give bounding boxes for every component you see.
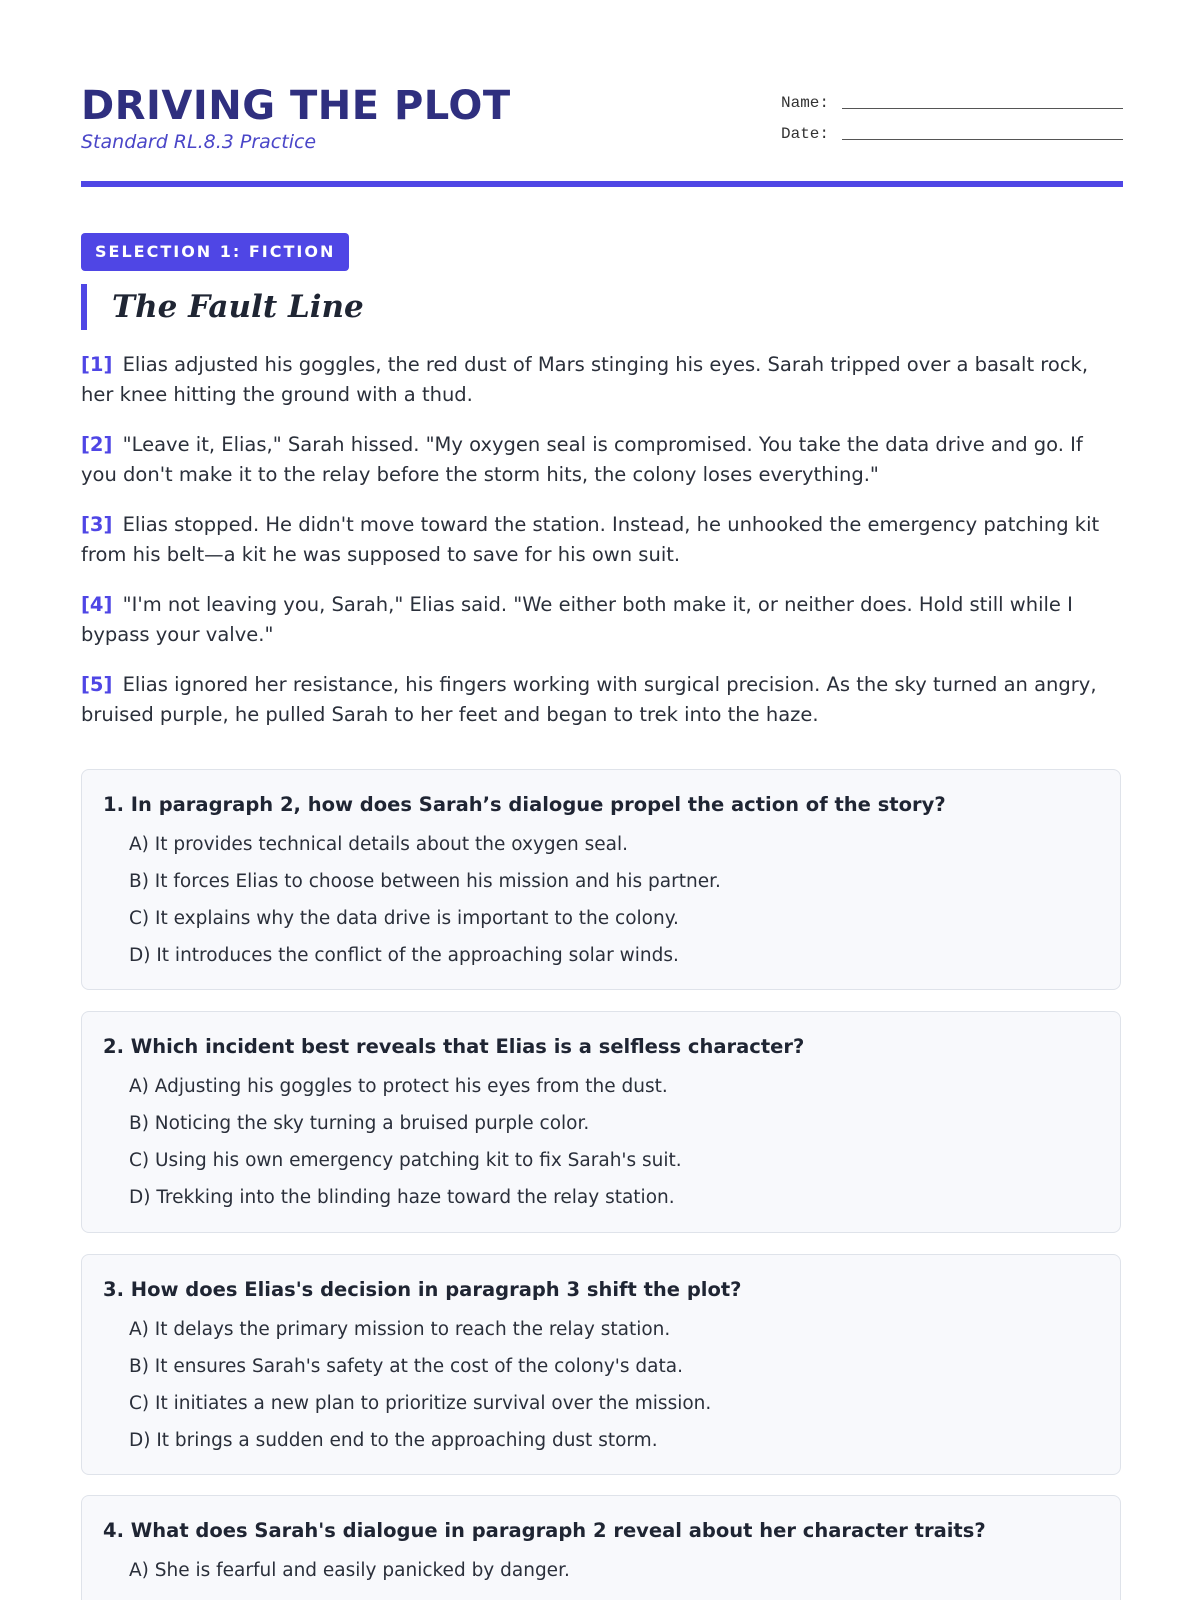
answer-option-a[interactable]: A) It delays the primary mission to reach the relay station. [129, 1319, 671, 1340]
header-divider [81, 181, 1123, 187]
answer-option-c[interactable]: C) It explains why the data drive is important to the colony. [129, 908, 679, 929]
question-card-4 [81, 1495, 1121, 1600]
paragraph-number: [3] [81, 513, 113, 536]
worksheet-header [81, 0, 1123, 186]
page-subtitle: Standard RL.8.3 Practice [81, 131, 317, 153]
selection-badge: SELECTION 1: FICTION [81, 233, 349, 271]
paragraph [81, 510, 1123, 570]
paragraph-number: [1] [81, 353, 113, 376]
answer-option-d[interactable]: D) It introduces the conflict of the approaching solar winds. [129, 945, 679, 966]
page-title: DRIVING THE PLOT [81, 83, 511, 129]
name-line[interactable] [842, 94, 1123, 109]
answer-option-d[interactable]: D) Trekking into the blinding haze toward the relay station. [129, 1187, 675, 1208]
worksheet-page [81, 0, 1123, 1581]
paragraph-text: Elias stopped. He didn't move toward the station. Instead, he unhooked the emergency patching kit from his belt—a kit he was supposed to save for his own suit. [81, 513, 1100, 566]
paragraph [81, 670, 1123, 730]
question-text: 3. How does Elias's decision in paragraph 3 shift the plot? [103, 1278, 742, 1301]
story-title: The Fault Line [112, 289, 364, 325]
date-row [781, 121, 1123, 143]
date-line[interactable] [842, 125, 1123, 140]
answer-option-c[interactable]: C) Using his own emergency patching kit to fix Sarah's suit. [129, 1150, 682, 1171]
story-title-block [81, 284, 364, 330]
paragraph-number: [2] [81, 433, 113, 456]
answer-option-d[interactable]: D) It brings a sudden end to the approaching dust storm. [129, 1430, 658, 1451]
answer-option-a[interactable]: A) She is fearful and easily panicked by danger. [129, 1560, 570, 1581]
answer-option-b[interactable]: B) It forces Elias to choose between his mission and his partner. [129, 871, 721, 892]
answer-option-a[interactable]: A) Adjusting his goggles to protect his eyes from the dust. [129, 1076, 668, 1097]
paragraph-text: "Leave it, Elias," Sarah hissed. "My oxygen seal is compromised. You take the data drive and go. If you don't make it to the relay before the storm hits, the colony loses everything." [81, 433, 1083, 486]
question-card-1 [81, 769, 1121, 990]
question-text: 2. Which incident best reveals that Elias is a selfless character? [103, 1035, 805, 1058]
paragraph-text: Elias ignored her resistance, his fingers working with surgical precision. As the sky turned an angry, bruised purple, he pulled Sarah to her feet and began to trek into the haze. [81, 673, 1097, 726]
question-text: 4. What does Sarah's dialogue in paragraph 2 reveal about her character traits? [103, 1519, 986, 1542]
paragraph [81, 350, 1123, 410]
paragraph-text: "I'm not leaving you, Sarah," Elias said. "We either both make it, or neither does. Hold still while I bypass your valve." [81, 593, 1073, 646]
date-label: Date: [781, 125, 830, 143]
passage [81, 350, 1123, 750]
name-row [781, 90, 1123, 112]
answer-option-b[interactable]: B) Noticing the sky turning a bruised purple color. [129, 1113, 590, 1134]
answer-option-a[interactable]: A) It provides technical details about the oxygen seal. [129, 834, 629, 855]
answer-option-c[interactable]: C) It initiates a new plan to prioritize survival over the mission. [129, 1393, 712, 1414]
paragraph-number: [5] [81, 673, 113, 696]
question-text: 1. In paragraph 2, how does Sarah’s dialogue propel the action of the story? [103, 793, 946, 816]
answer-option-b[interactable]: B) It ensures Sarah's safety at the cost of the colony's data. [129, 1356, 683, 1377]
paragraph [81, 430, 1123, 490]
question-card-2 [81, 1011, 1121, 1233]
paragraph-text: Elias adjusted his goggles, the red dust of Mars stinging his eyes. Sarah tripped over a basalt rock, her knee hitting the ground with a thud. [81, 353, 1089, 406]
question-card-3 [81, 1254, 1121, 1475]
paragraph-number: [4] [81, 593, 113, 616]
name-label: Name: [781, 94, 830, 112]
student-info [781, 90, 1123, 152]
paragraph [81, 590, 1123, 650]
